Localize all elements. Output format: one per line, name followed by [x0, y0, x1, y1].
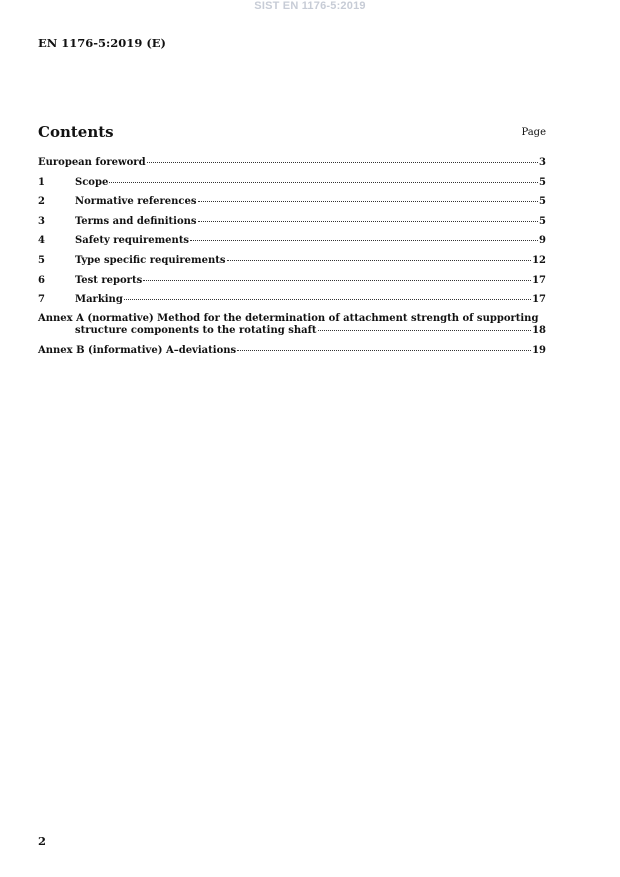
toc-entry-title: European foreword — [38, 157, 146, 168]
toc-entry-page: 5 — [539, 215, 546, 227]
page-column-label: Page — [521, 127, 546, 138]
toc-entry-title: Normative references — [75, 196, 197, 208]
toc-entry-number: 6 — [38, 274, 45, 286]
toc-entry-annex-b[interactable] — [38, 345, 546, 365]
toc-entry-title: Type specific requirements — [75, 254, 226, 266]
toc-entry-foreword[interactable] — [38, 157, 546, 177]
toc-entry-clause-6[interactable] — [38, 275, 546, 295]
dot-leader — [227, 260, 532, 261]
toc-entry-annex-a[interactable] — [38, 313, 546, 337]
document-watermark: SIST EN 1176-5:2019 — [254, 0, 366, 12]
dot-leader — [237, 350, 531, 351]
dot-leader — [124, 299, 531, 300]
toc-entry-clause-4[interactable] — [38, 235, 546, 255]
toc-entry-title: Test reports — [75, 274, 143, 286]
toc-entry-number: 2 — [38, 196, 45, 208]
standard-header: EN 1176-5:2019 (E) — [38, 36, 166, 50]
dot-leader — [198, 221, 539, 222]
toc-entry-page: 5 — [539, 176, 546, 188]
toc-entry-number: 1 — [38, 176, 45, 188]
toc-entry-number: 7 — [38, 294, 45, 306]
toc-entry-title: Annex B (informative) A–deviations — [38, 345, 237, 357]
toc-entry-page: 19 — [532, 345, 546, 357]
toc-entry-number: 5 — [38, 254, 45, 266]
toc-entry-page: 18 — [532, 325, 546, 337]
toc-entry-page: 17 — [532, 294, 546, 306]
toc-entry-clause-2[interactable] — [38, 196, 546, 216]
toc-entry-clause-1[interactable] — [38, 177, 546, 197]
toc-entry-number: 4 — [38, 235, 45, 247]
toc-entry-title: Terms and definitions — [75, 215, 197, 227]
toc-entry-number: 3 — [38, 215, 45, 227]
toc-entry-page: 17 — [532, 274, 546, 286]
dot-leader — [190, 240, 538, 241]
toc-entry-clause-7[interactable] — [38, 294, 546, 314]
toc-entry-title-continuation: structure components to the rotating shaft — [75, 325, 317, 337]
toc-entry-page: 9 — [539, 235, 546, 247]
toc-entry-title: Safety requirements — [75, 235, 190, 247]
dot-leader — [318, 330, 532, 331]
toc-entry-page: 12 — [532, 254, 546, 266]
table-of-contents — [38, 157, 546, 365]
toc-entry-title: Annex A (normative) Method for the determination of attachment strength of supporting — [38, 313, 539, 325]
toc-entry-page: 5 — [539, 196, 546, 208]
dot-leader — [147, 162, 538, 163]
toc-entry-clause-5[interactable] — [38, 255, 546, 275]
toc-entry-title: Marking — [75, 294, 123, 306]
toc-entry-title: Scope — [75, 176, 109, 188]
page-number: 2 — [38, 834, 47, 848]
dot-leader — [143, 280, 531, 281]
dot-leader — [198, 201, 539, 202]
toc-entry-page: 3 — [539, 157, 546, 168]
contents-title: Contents — [38, 123, 114, 141]
toc-entry-clause-3[interactable] — [38, 216, 546, 236]
dot-leader — [109, 182, 538, 183]
